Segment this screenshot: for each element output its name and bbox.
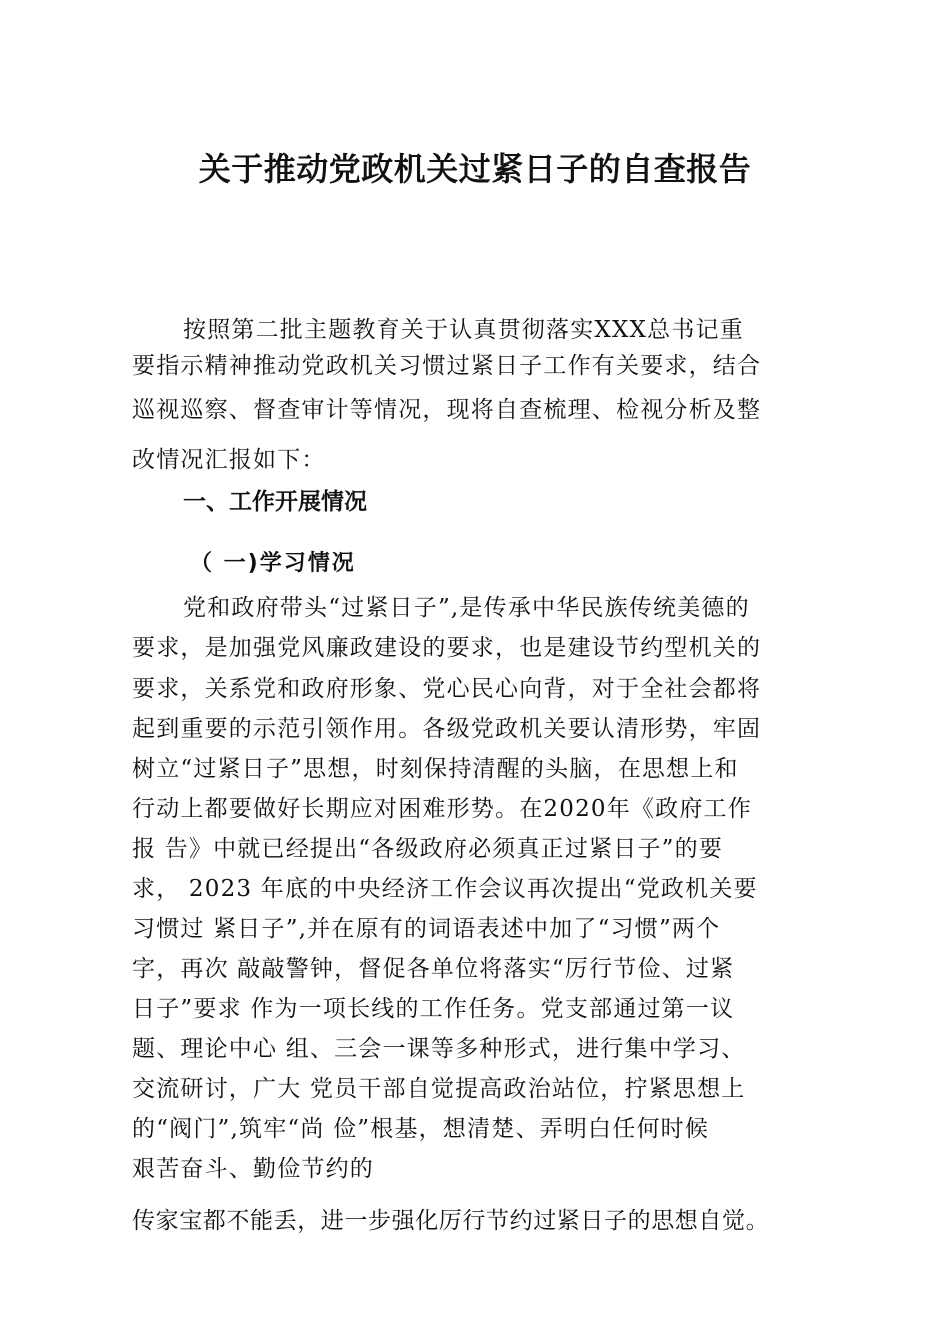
- body-line-16: 传家宝都不能丢，进一步强化厉行节约过紧日子的思想自觉。: [132, 1208, 770, 1234]
- intro-line-4: 改情况汇报如下：: [132, 447, 326, 473]
- body-line-14: 的“阀门”,筑牢“尚 俭”根基，想清楚、弄明白任何时候: [132, 1116, 710, 1142]
- body-line-12: 题、理论中心 组、三会一课等多种形式，进行集中学习、: [132, 1036, 746, 1062]
- body-line-13: 交流研讨，广大 党员干部自觉提高政治站位，拧紧思想上: [132, 1076, 746, 1102]
- body-line-9: 习惯过 紧日子”,并在原有的词语表述中加了“习惯”两个: [132, 916, 721, 942]
- body-line-7: 报 告》中就已经提出“各级政府必须真正过紧日子”的要: [132, 836, 724, 862]
- body-line-1: 党和政府带头“过紧日子”,是传承中华民族传统美德的: [183, 595, 750, 621]
- body-line-8: 求， 2023 年底的中央经济工作会议再次提出“党政机关要: [132, 876, 758, 902]
- body-line-5: 树立“过紧日子”思想，时刻保持清醒的头脑，在思想上和: [132, 756, 739, 782]
- body-line-11: 日子”要求 作为一项长线的工作任务。党支部通过第一议: [132, 996, 735, 1022]
- body-line-2: 要求，是加强党风廉政建设的要求，也是建设节约型机关的: [132, 635, 762, 661]
- intro-line-2: 要指示精神推动党政机关习惯过紧日子工作有关要求，结合: [132, 353, 762, 379]
- section-heading: 一、工作开展情况: [183, 489, 367, 515]
- body-line-10: 字，再次 敲敲警钟，督促各单位将落实“厉行节俭、过紧: [132, 956, 735, 982]
- document-title: 关于推动党政机关过紧日子的自查报告: [198, 150, 752, 188]
- body-line-3: 要求，关系党和政府形象、党心民心向背，对于全社会都将: [132, 676, 762, 702]
- intro-line-1: 按照第二批主题教育关于认真贯彻落实XXX总书记重: [183, 317, 744, 343]
- intro-line-3: 巡视巡察、督查审计等情况，现将自查梳理、检视分析及整: [132, 397, 762, 423]
- body-line-6: 行动上都要做好长期应对困难形势。在2020年《政府工作: [132, 796, 752, 822]
- body-line-15: 艰苦奋斗、勤俭节约的: [132, 1156, 374, 1182]
- body-line-4: 起到重要的示范引领作用。各级党政机关要认清形势，牢固: [132, 716, 762, 742]
- subsection-heading: （ 一)学习情况: [190, 551, 356, 576]
